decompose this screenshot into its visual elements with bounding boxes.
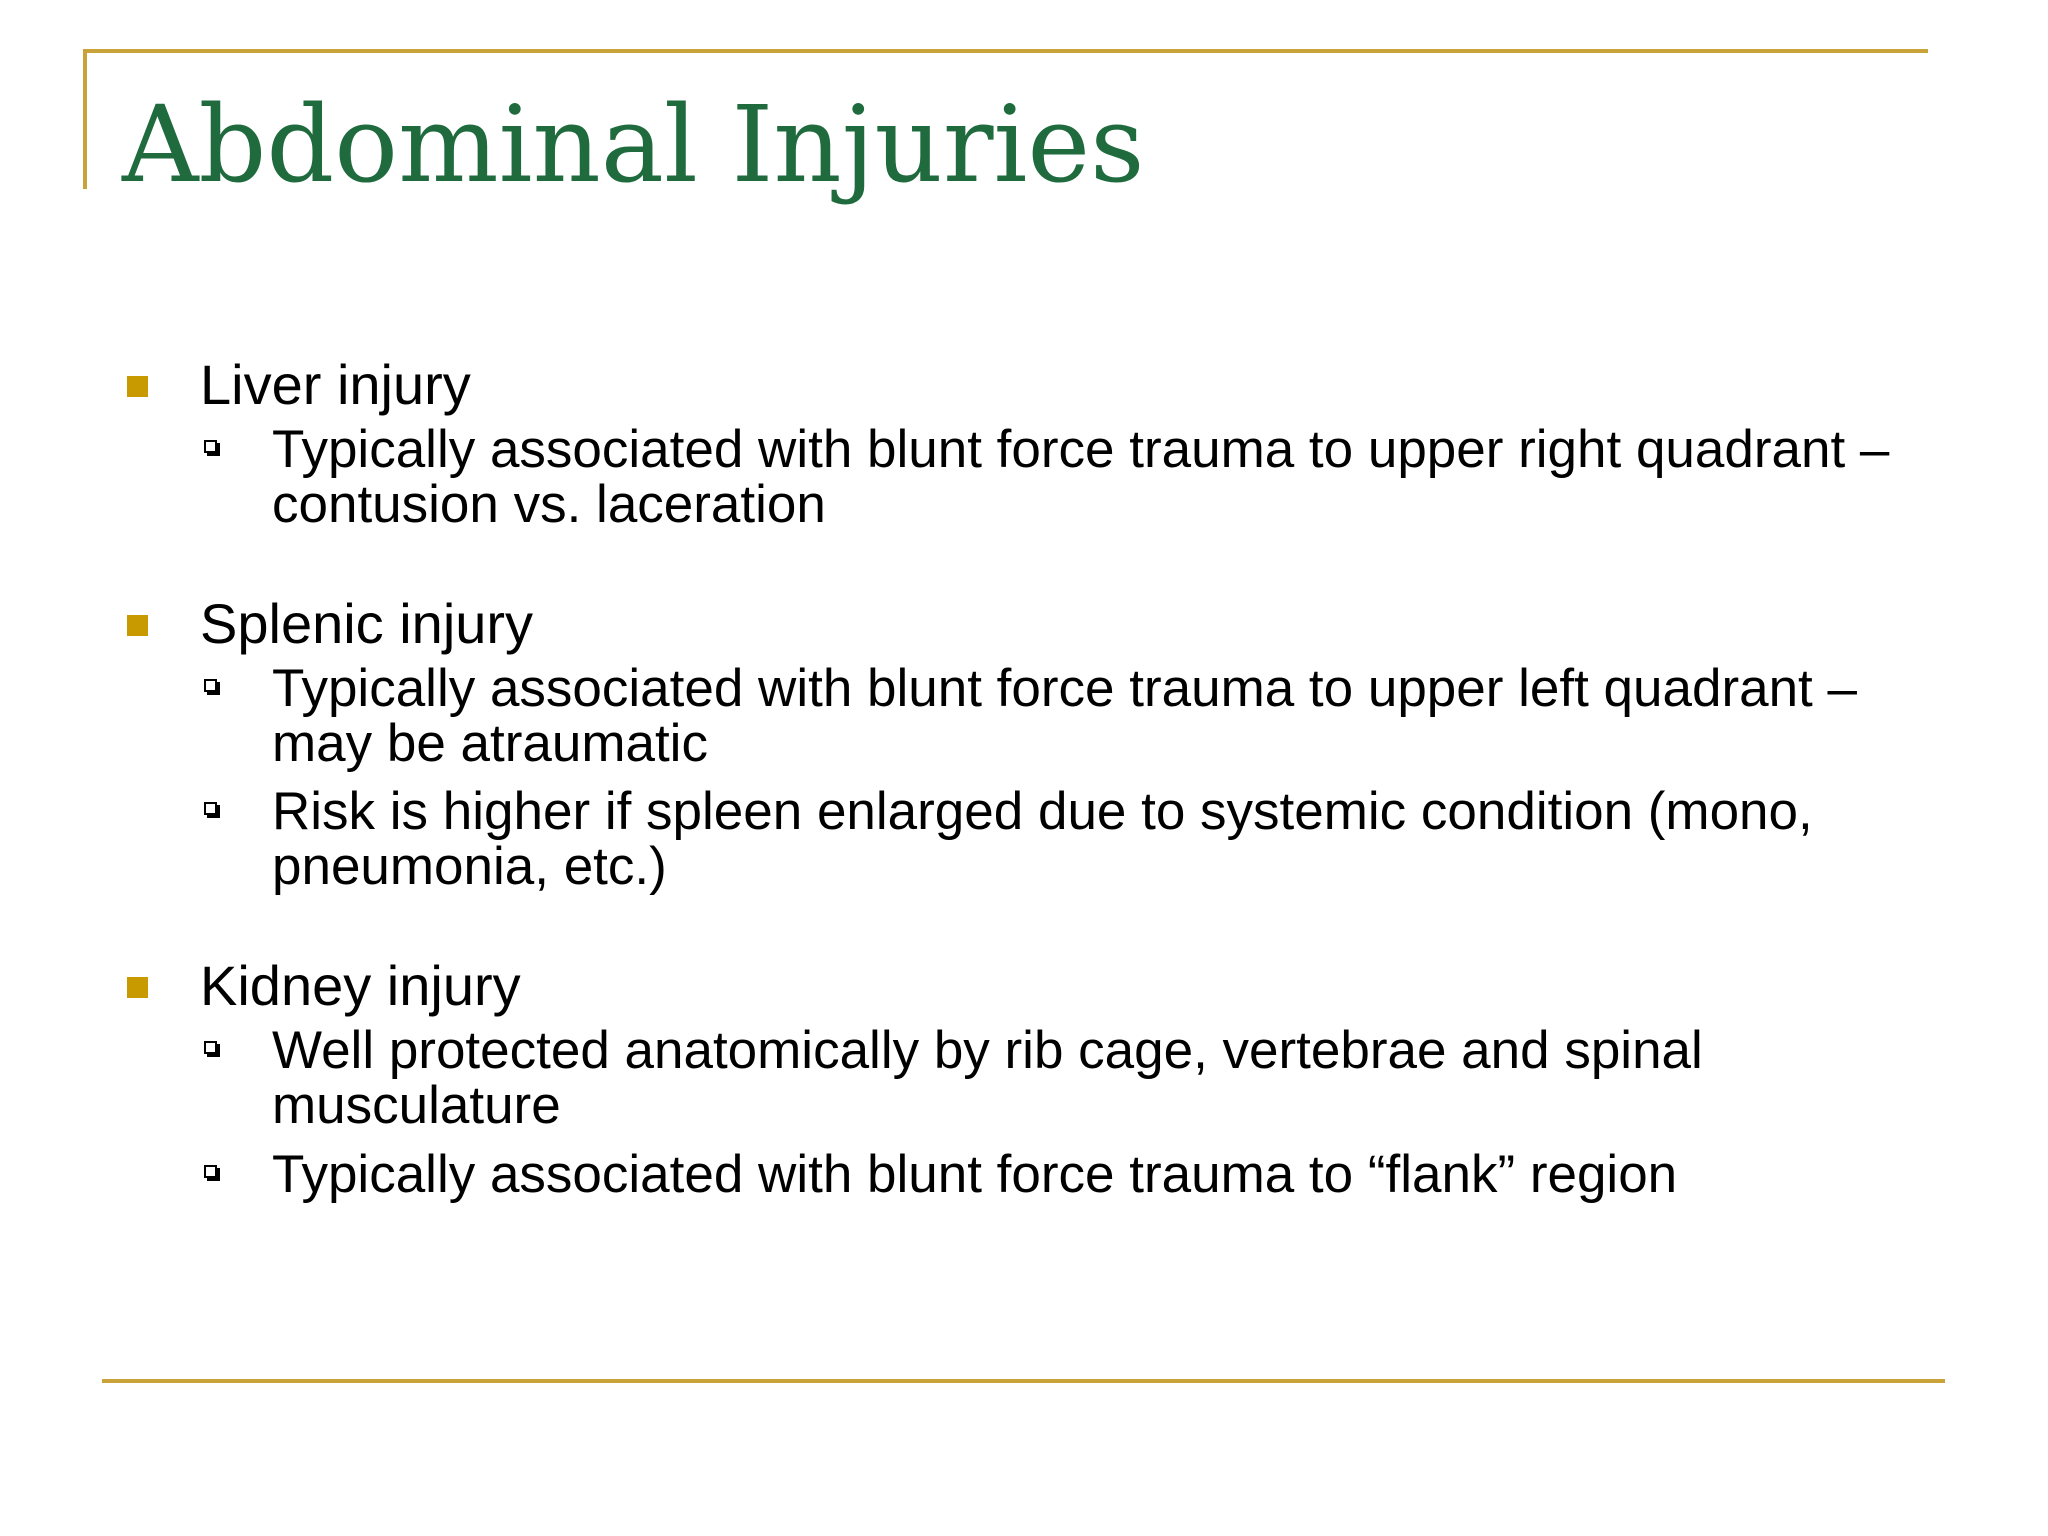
section-kidney-injury (122, 954, 1902, 1204)
box-bullet-icon (204, 679, 217, 692)
sub-bullet-text: Risk is higher if spleen enlarged due to systemic condition (mono, pneumonia, etc.) (272, 782, 1813, 896)
square-bullet-icon (127, 376, 148, 397)
sub-bullet (122, 1144, 1902, 1204)
square-bullet-icon (127, 615, 148, 636)
bullet-heading-text: Liver injury (200, 353, 471, 416)
slide-title: Abdominal Injuries (122, 83, 1145, 206)
sub-bullet (122, 1021, 1902, 1136)
bullet-heading (122, 353, 1902, 416)
bullet-list (122, 353, 1902, 1216)
bottom-accent-rule (102, 1379, 1945, 1383)
top-accent-rule (83, 49, 1928, 53)
square-bullet-icon (127, 977, 148, 998)
bullet-heading (122, 954, 1902, 1018)
box-bullet-icon (204, 440, 217, 453)
sub-bullet-text: Well protected anatomically by rib cage, vertebrae and spinal musculature (272, 1021, 1703, 1136)
left-accent-rule (83, 49, 87, 189)
bullet-heading-text: Splenic injury (200, 592, 534, 656)
sub-bullet (122, 420, 1902, 534)
bullet-heading (122, 592, 1902, 656)
box-bullet-icon (204, 802, 217, 815)
sub-bullet-text: Typically associated with blunt force trauma to upper right quadrant – contusion vs. laceration (272, 420, 1890, 534)
box-bullet-icon (204, 1165, 217, 1178)
bullet-heading-text: Kidney injury (200, 954, 521, 1018)
sub-bullet (122, 659, 1902, 773)
box-bullet-icon (204, 1041, 217, 1054)
section-liver-injury (122, 353, 1902, 534)
section-splenic-injury (122, 592, 1902, 896)
sub-bullet-text: Typically associated with blunt force trauma to “flank” region (272, 1144, 1678, 1204)
sub-bullet (122, 782, 1902, 896)
sub-bullet-text: Typically associated with blunt force trauma to upper left quadrant – may be atraumatic (272, 659, 1857, 773)
